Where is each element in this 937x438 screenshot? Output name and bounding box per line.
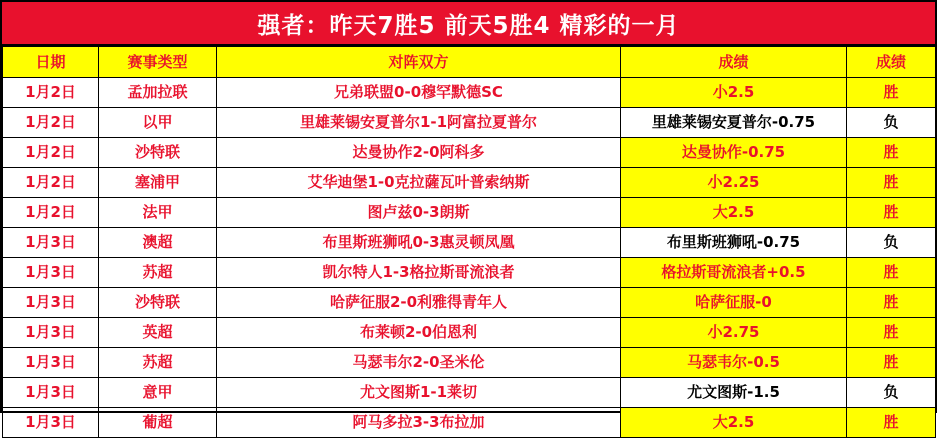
table-row (3, 198, 936, 228)
header-row (3, 47, 936, 78)
table-row (3, 168, 936, 198)
cell-match: 哈萨征服2-0利雅得青年人 (217, 288, 621, 318)
cell-league: 苏超 (99, 258, 217, 288)
table-row (3, 288, 936, 318)
cell-date: 1月2日 (3, 168, 99, 198)
cell-date: 1月3日 (3, 408, 99, 438)
table-row (3, 378, 936, 408)
cell-pick: 小2.5 (621, 78, 847, 108)
cell-date: 1月2日 (3, 78, 99, 108)
table-row (3, 78, 936, 108)
cell-league: 沙特联 (99, 138, 217, 168)
cell-pick: 里雄莱锡安夏普尔-0.75 (621, 108, 847, 138)
status-badge: 负 (847, 108, 936, 138)
cell-pick: 马瑟韦尔-0.5 (621, 348, 847, 378)
cell-match: 布里斯班狮吼0-3惠灵顿凤凰 (217, 228, 621, 258)
cell-date: 1月3日 (3, 258, 99, 288)
cell-league: 孟加拉联 (99, 78, 217, 108)
table-row (3, 228, 936, 258)
column-header-result: 成绩 (847, 47, 936, 78)
status-badge: 负 (847, 228, 936, 258)
cell-league: 澳超 (99, 228, 217, 258)
cell-pick: 大2.5 (621, 408, 847, 438)
status-badge: 胜 (847, 318, 936, 348)
cell-league: 塞浦甲 (99, 168, 217, 198)
cell-pick: 哈萨征服-0 (621, 288, 847, 318)
column-header-date: 日期 (3, 47, 99, 78)
cell-date: 1月2日 (3, 198, 99, 228)
cell-league: 意甲 (99, 378, 217, 408)
cell-pick: 达曼协作-0.75 (621, 138, 847, 168)
cell-match: 里雄莱锡安夏普尔1-1阿富拉夏普尔 (217, 108, 621, 138)
cell-league: 葡超 (99, 408, 217, 438)
status-badge: 胜 (847, 408, 936, 438)
table-row (3, 408, 936, 438)
status-badge: 负 (847, 378, 936, 408)
cell-pick: 小2.25 (621, 168, 847, 198)
cell-date: 1月3日 (3, 378, 99, 408)
cell-league: 沙特联 (99, 288, 217, 318)
cell-date: 1月2日 (3, 108, 99, 138)
cell-league: 英超 (99, 318, 217, 348)
table-row (3, 138, 936, 168)
cell-pick: 布里斯班狮吼-0.75 (621, 228, 847, 258)
table-header (3, 47, 936, 78)
cell-match: 达曼协作2-0阿科多 (217, 138, 621, 168)
cell-league: 法甲 (99, 198, 217, 228)
cell-pick: 小2.75 (621, 318, 847, 348)
cell-date: 1月3日 (3, 288, 99, 318)
cell-league: 苏超 (99, 348, 217, 378)
status-badge: 胜 (847, 198, 936, 228)
column-header-league: 赛事类型 (99, 47, 217, 78)
status-badge: 胜 (847, 168, 936, 198)
table-row (3, 258, 936, 288)
cell-match: 凯尔特人1-3格拉斯哥流浪者 (217, 258, 621, 288)
table-row (3, 348, 936, 378)
cell-match: 兄弟联盟0-0穆罕默德SC (217, 78, 621, 108)
cell-match: 阿马多拉3-3布拉加 (217, 408, 621, 438)
cell-match: 尤文图斯1-1莱切 (217, 378, 621, 408)
cell-date: 1月3日 (3, 348, 99, 378)
results-table (2, 46, 936, 438)
page-title: 强者：昨天7胜5 前天5胜4 精彩的一月 (2, 2, 935, 46)
cell-match: 图卢兹0-3朗斯 (217, 198, 621, 228)
column-header-pick: 成绩 (621, 47, 847, 78)
cell-pick: 大2.5 (621, 198, 847, 228)
table-row (3, 108, 936, 138)
cell-match: 布莱顿2-0伯恩利 (217, 318, 621, 348)
table-row (3, 318, 936, 348)
status-badge: 胜 (847, 348, 936, 378)
cell-pick: 格拉斯哥流浪者+0.5 (621, 258, 847, 288)
column-header-match: 对阵双方 (217, 47, 621, 78)
cell-date: 1月2日 (3, 138, 99, 168)
status-badge: 胜 (847, 78, 936, 108)
status-badge: 胜 (847, 138, 936, 168)
table-body (3, 78, 936, 438)
cell-date: 1月3日 (3, 318, 99, 348)
cell-date: 1月3日 (3, 228, 99, 258)
cell-match: 马瑟韦尔2-0圣米伦 (217, 348, 621, 378)
status-badge: 胜 (847, 258, 936, 288)
cell-pick: 尤文图斯-1.5 (621, 378, 847, 408)
cell-match: 艾华迪堡1-0克拉薩瓦叶普索纳斯 (217, 168, 621, 198)
cell-league: 以甲 (99, 108, 217, 138)
status-badge: 胜 (847, 288, 936, 318)
